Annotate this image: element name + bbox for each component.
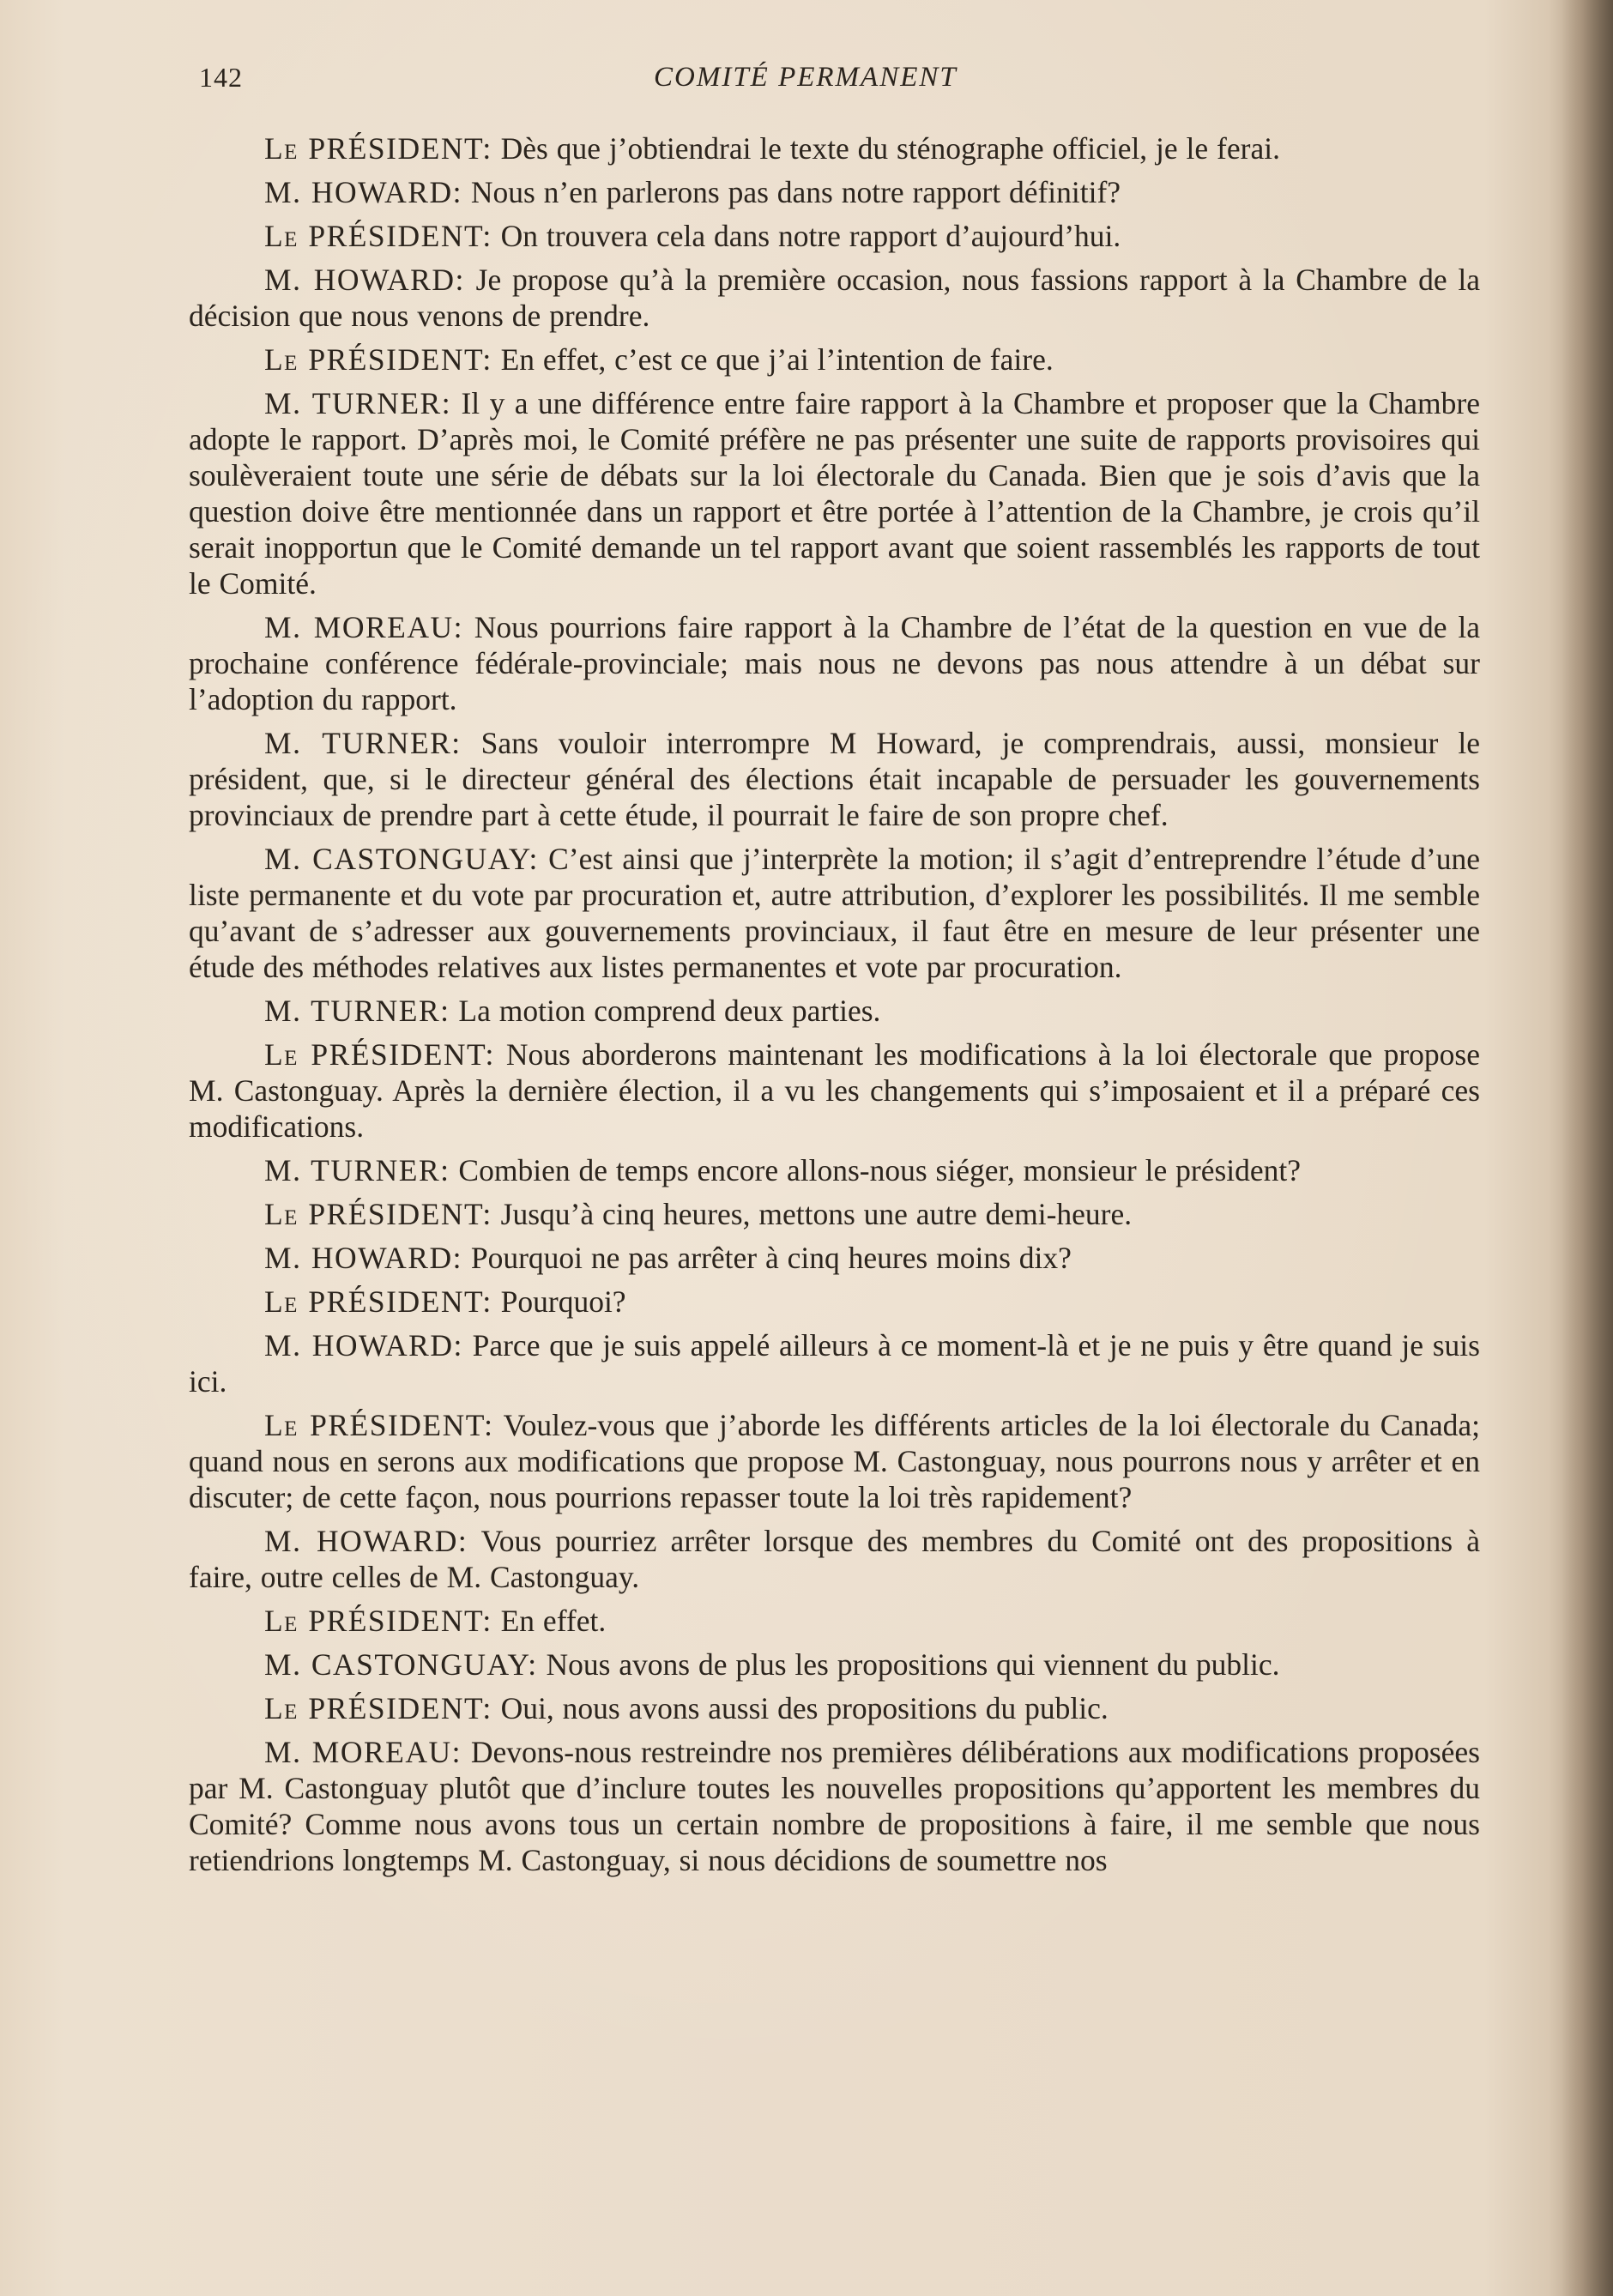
paragraph-text: Jusqu’à cinq heures, mettons une autre demi-heure. [492, 1197, 1133, 1231]
paragraph-text: Il y a une différence entre faire rapport à la Chambre et proposer que la Chambre adopte le rapport. D’après moi, le Comité préfère ne pas présenter une suite de rapports provisoires qui soulèveraient toute une série de débats sur la loi électorale du Canada. Bien que je sois d’avis que la question doive être mentionnée dans un rapport et être portée à l’attention de la Chambre, je crois qu’il serait inopportun que le Comité demande un tel rapport avant que soient rassemblés les rapports de tout le Comité. [189, 386, 1481, 601]
paragraph-text: Nous aborderons maintenant les modifications à la loi électorale que propose M. Castonguay. Après la dernière élection, il a vu les changements qui s’imposaient et il a préparé ces modifications. [189, 1037, 1480, 1144]
paragraph [189, 609, 1480, 717]
speaker-label: M. TURNER: [264, 994, 450, 1028]
paragraph [189, 1036, 1480, 1145]
paragraph-text: Devons-nous restreindre nos premières délibérations aux modifications proposées par M. Castonguay plutôt que d’inclure toutes les nouvelles propositions qu’apportent les membres du Comité? Comme nous avons tous un certain nombre de propositions à faire, il me semble que nous retiendrions longtemps M. Castonguay, si nous décidions de soumettre nos [189, 1735, 1480, 1877]
paragraph [189, 1152, 1480, 1188]
paragraph [189, 1407, 1480, 1515]
paragraph [189, 1284, 1480, 1320]
paragraph-text: Dès que j’obtiendrai le texte du sténographe officiel, je le ferai. [492, 131, 1280, 166]
paragraph-text: Nous n’en parlerons pas dans notre rapport définitif? [462, 175, 1121, 209]
speaker-label: Le PRÉSIDENT: [264, 219, 492, 253]
body-text [189, 130, 1480, 1886]
speaker-label: Le PRÉSIDENT: [264, 1284, 492, 1319]
speaker-label: M. MOREAU: [264, 610, 463, 644]
paragraph [189, 1734, 1480, 1878]
speaker-label: Le PRÉSIDENT: [264, 1691, 492, 1725]
paragraph-text: Nous avons de plus les propositions qui viennent du public. [537, 1647, 1280, 1682]
running-head: COMITÉ PERMANENT [654, 62, 958, 93]
speaker-label: Le PRÉSIDENT: [264, 1408, 494, 1442]
paragraph-text: Je propose qu’à la première occasion, nous fassions rapport à la Chambre de la décision que nous venons de prendre. [189, 263, 1480, 333]
paragraph [189, 1690, 1480, 1726]
paragraph [189, 993, 1480, 1029]
page-number: 142 [199, 62, 243, 93]
speaker-label: M. HOWARD: [264, 263, 465, 297]
speaker-label: Le PRÉSIDENT: [264, 1197, 492, 1231]
paragraph [189, 1603, 1480, 1639]
paragraph-text: La motion comprend deux parties. [450, 994, 881, 1028]
paragraph [189, 130, 1480, 166]
paragraph-text: En effet, c’est ce que j’ai l’intention de faire. [492, 342, 1054, 377]
speaker-label: Le PRÉSIDENT: [264, 1037, 495, 1072]
paragraph-text: Sans vouloir interrompre M Howard, je comprendrais, aussi, monsieur le président, que, si le directeur général des élections était incapable de persuader les gouvernements provinciaux de prendre part à cette étude, il pourrait le faire de son propre chef. [189, 726, 1480, 832]
paragraph [189, 262, 1480, 334]
page-header [199, 62, 1460, 105]
speaker-label: Le PRÉSIDENT: [264, 342, 492, 377]
paragraph-text: On trouvera cela dans notre rapport d’aujourd’hui. [492, 219, 1121, 253]
speaker-label: M. TURNER: [264, 386, 452, 420]
speaker-label: Le PRÉSIDENT: [264, 1604, 492, 1638]
speaker-label: M. HOWARD: [264, 1328, 463, 1362]
speaker-label: M. HOWARD: [264, 1241, 462, 1275]
speaker-label: M. HOWARD: [264, 175, 462, 209]
paragraph-text: C’est ainsi que j’interprète la motion; il s’agit d’entreprendre l’étude d’une liste permanente et du vote par procuration et, autre attribution, d’explorer les possibilités. Il me semble qu’avant de s’adresser aux gouvernements provinciaux, il faut être en mesure de leur présenter une étude des méthodes relatives aux listes permanentes et vote par procuration. [189, 842, 1480, 984]
binding-shadow [1562, 0, 1613, 2296]
paragraph-text: En effet. [492, 1604, 607, 1638]
paragraph [189, 1240, 1480, 1276]
paragraph [189, 1196, 1480, 1232]
speaker-label: M. HOWARD: [264, 1524, 468, 1558]
paragraph-text: Pourquoi? [492, 1284, 626, 1319]
paragraph [189, 1523, 1480, 1595]
speaker-label: M. TURNER: [264, 1153, 450, 1187]
paragraph-text: Pourquoi ne pas arrêter à cinq heures moins dix? [462, 1241, 1072, 1275]
speaker-label: M. CASTONGUAY: [264, 1647, 538, 1682]
speaker-label: M. CASTONGUAY: [264, 842, 539, 876]
paragraph-text: Vous pourriez arrêter lorsque des membres du Comité ont des propositions à faire, outre celles de M. Castonguay. [189, 1524, 1480, 1594]
paragraph-text: Nous pourrions faire rapport à la Chambre de l’état de la question en vue de la prochaine conférence fédérale-provinciale; mais nous ne devons pas nous attendre à un débat sur l’adoption du rapport. [189, 610, 1480, 716]
paragraph [189, 725, 1480, 833]
paragraph-text: Combien de temps encore allons-nous siéger, monsieur le président? [450, 1153, 1302, 1187]
speaker-label: M. TURNER: [264, 726, 462, 760]
paragraph [189, 1327, 1480, 1399]
paragraph [189, 841, 1480, 985]
paragraph-text: Oui, nous avons aussi des propositions du public. [492, 1691, 1109, 1725]
paragraph-text: Parce que je suis appelé ailleurs à ce moment-là et je ne puis y être quand je suis ici. [189, 1328, 1480, 1399]
speaker-label: Le PRÉSIDENT: [264, 131, 492, 166]
paragraph [189, 385, 1480, 601]
paragraph [189, 1646, 1480, 1683]
paragraph [189, 218, 1480, 254]
paragraph-text: Voulez-vous que j’aborde les différents articles de la loi électorale du Canada; quand nous en serons aux modifications que propose M. Castonguay, nous pourrons nous y arrêter et en discuter; de cette façon, nous pourrions repasser toute la loi très rapidement? [189, 1408, 1480, 1514]
paragraph [189, 341, 1480, 378]
paragraph [189, 174, 1480, 210]
speaker-label: M. MOREAU: [264, 1735, 462, 1769]
